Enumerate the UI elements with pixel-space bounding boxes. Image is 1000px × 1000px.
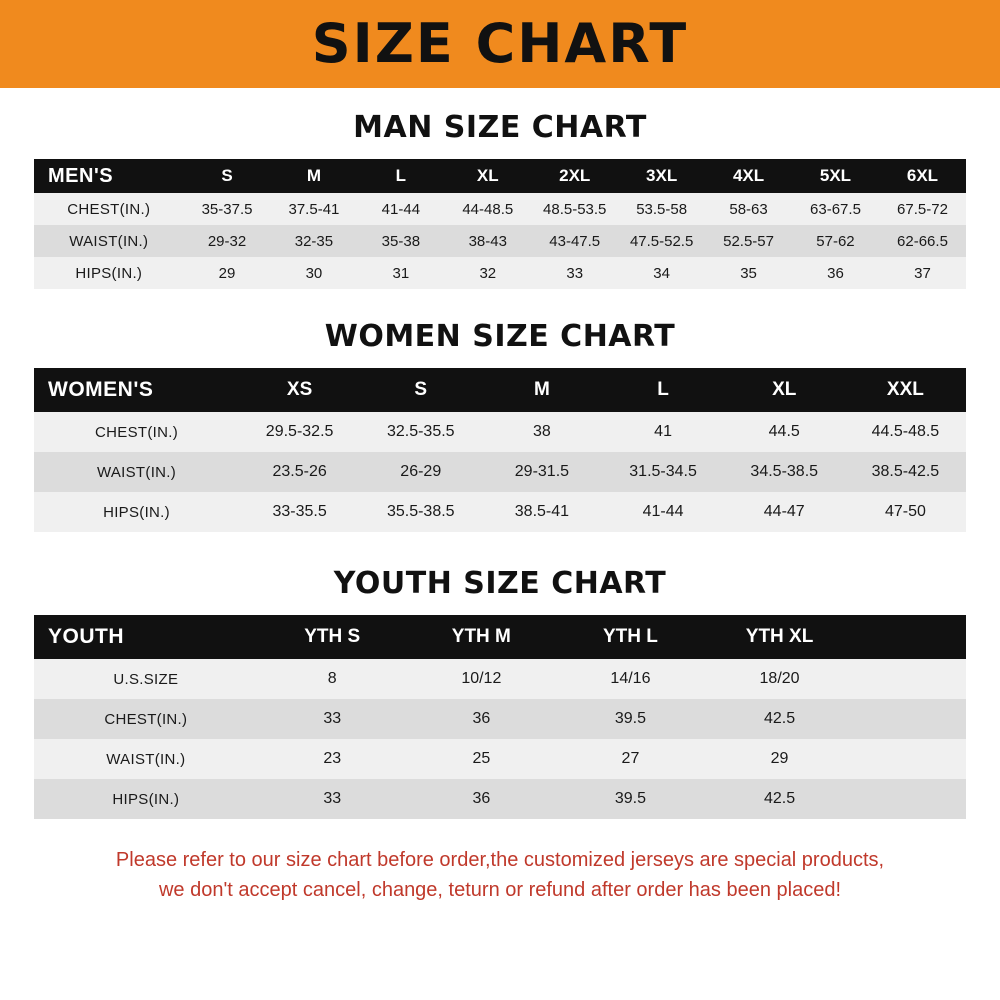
man-table-body: [34, 193, 966, 289]
man-r2c3: 32: [479, 264, 497, 282]
header-banner: [0, 0, 1000, 88]
man-r2c2: 31: [392, 264, 410, 282]
youth-r2c1: 25: [472, 750, 491, 767]
table-header-row: [34, 159, 966, 193]
man-r1c5: 47.5-52.5: [629, 232, 694, 250]
man-row-2-label: HIPS(IN.): [75, 264, 143, 282]
women-r2c2: 38.5-41: [514, 503, 570, 520]
man-r2c8: 37: [914, 264, 931, 282]
women-row-label-header: WOMEN'S: [48, 378, 154, 401]
man-r0c1: 37.5-41: [288, 200, 340, 218]
youth-row-1-label: CHEST(IN.): [104, 710, 188, 728]
women-col-1: S: [414, 379, 428, 400]
youth-r3-spacer: [854, 779, 966, 819]
section-title-man: MAN SIZE CHART: [353, 110, 647, 145]
man-col-8: 6XL: [906, 166, 939, 185]
table-row: [34, 412, 966, 452]
youth-row-3-label: HIPS(IN.): [112, 790, 180, 808]
women-row-0-label: CHEST(IN.): [95, 423, 179, 441]
women-col-4: XL: [772, 379, 797, 400]
women-r2c0: 33-35.5: [272, 503, 327, 520]
women-r1c3: 31.5-34.5: [629, 463, 697, 480]
women-r0c4: 44.5: [768, 423, 800, 440]
section-title-youth: YOUTH SIZE CHART: [333, 566, 667, 601]
man-r1c2: 35-38: [381, 232, 421, 250]
youth-r2-spacer: [854, 739, 966, 779]
man-col-4: 2XL: [559, 166, 591, 185]
man-r0c4: 48.5-53.5: [543, 200, 607, 218]
women-r1c4: 34.5-38.5: [750, 463, 819, 480]
women-col-0: XS: [286, 379, 313, 400]
youth-size-table: [34, 615, 966, 819]
youth-col-2: YTH L: [603, 626, 658, 647]
man-col-7: 5XL: [819, 166, 852, 185]
youth-r3c2: 39.5: [614, 790, 647, 807]
section-women: [0, 289, 1000, 532]
man-r1c3: 38-43: [468, 232, 507, 250]
man-row-label-header: MEN'S: [48, 164, 114, 187]
section-title-women: WOMEN SIZE CHART: [324, 319, 676, 354]
man-col-3: XL: [476, 166, 499, 185]
youth-r1c2: 39.5: [614, 710, 647, 727]
youth-r3c1: 36: [472, 790, 491, 807]
youth-r2c2: 27: [621, 750, 640, 767]
youth-col-3: YTH XL: [745, 626, 814, 647]
man-r2c7: 36: [827, 264, 844, 282]
section-youth: [0, 532, 1000, 819]
women-row-2-label: HIPS(IN.): [103, 503, 170, 521]
section-man: [0, 88, 1000, 289]
youth-r1c1: 36: [472, 710, 491, 727]
youth-r3c0: 33: [323, 790, 342, 807]
women-table-header: [34, 368, 966, 412]
youth-r3c3: 42.5: [763, 790, 796, 807]
man-r2c6: 35: [740, 264, 757, 282]
man-r0c0: 35-37.5: [201, 200, 253, 218]
man-r1c0: 29-32: [207, 232, 247, 250]
women-r0c0: 29.5-32.5: [265, 423, 334, 440]
women-r1c0: 23.5-26: [272, 463, 327, 480]
youth-r0-spacer: [854, 659, 966, 699]
women-col-3: L: [657, 379, 669, 400]
man-r2c1: 30: [305, 264, 323, 282]
women-row-1-label: WAIST(IN.): [96, 463, 177, 481]
youth-row-label-header: YOUTH: [48, 625, 124, 648]
man-col-5: 3XL: [646, 166, 678, 185]
youth-col-1: YTH M: [451, 626, 511, 647]
youth-r0c3: 18/20: [759, 670, 800, 687]
man-r0c6: 58-63: [729, 200, 768, 218]
table-header-row: [34, 368, 966, 412]
table-row: [34, 492, 966, 532]
table-row: [34, 452, 966, 492]
women-r1c1: 26-29: [400, 463, 442, 480]
youth-r2c3: 29: [770, 750, 789, 767]
man-col-2: L: [395, 166, 407, 185]
women-col-5: XXL: [886, 379, 924, 400]
youth-r0c0: 8: [327, 670, 337, 687]
man-r2c0: 29: [218, 264, 236, 282]
man-col-1: M: [306, 166, 322, 185]
youth-col-spacer: [854, 615, 966, 659]
women-r2c4: 44-47: [763, 503, 805, 520]
table-row: [34, 739, 966, 779]
youth-row-2-label: WAIST(IN.): [106, 750, 186, 768]
table-row: [34, 779, 966, 819]
women-r2c3: 41-44: [642, 503, 684, 520]
man-r0c8: 67.5-72: [897, 200, 948, 218]
women-r0c5: 44.5-48.5: [871, 423, 940, 440]
man-row-1-label: WAIST(IN.): [69, 232, 149, 250]
youth-table-body: [34, 659, 966, 819]
man-size-table: [34, 159, 966, 289]
man-r0c5: 53.5-58: [636, 200, 688, 218]
women-r2c1: 35.5-38.5: [386, 503, 455, 520]
table-row: [34, 225, 966, 257]
man-r2c5: 34: [653, 264, 670, 282]
footer-note-line-1: Please refer to our size chart before order,the customized jerseys are special products,: [115, 849, 885, 871]
women-r1c2: 29-31.5: [514, 463, 570, 480]
man-row-0-label: CHEST(IN.): [67, 200, 151, 218]
youth-table-header: [34, 615, 966, 659]
women-col-2: M: [534, 379, 550, 400]
page-title: SIZE CHART: [311, 12, 689, 75]
women-table-body: [34, 412, 966, 532]
table-row: [34, 257, 966, 289]
man-r1c7: 57-62: [816, 232, 855, 250]
man-r0c3: 44-48.5: [462, 200, 514, 218]
youth-col-0: YTH S: [304, 626, 361, 647]
man-r1c1: 32-35: [294, 232, 334, 250]
man-r0c2: 41-44: [381, 200, 421, 218]
man-col-0: S: [221, 166, 233, 185]
footer-note: [0, 845, 1000, 905]
women-r1c5: 38.5-42.5: [871, 463, 940, 480]
youth-row-0-label: U.S.SIZE: [113, 670, 179, 688]
youth-r1-spacer: [854, 699, 966, 739]
youth-r1c3: 42.5: [763, 710, 796, 727]
youth-r0c2: 14/16: [610, 670, 651, 687]
table-row: [34, 659, 966, 699]
man-r2c4: 33: [566, 264, 584, 282]
youth-r2c0: 23: [323, 750, 342, 767]
man-col-6: 4XL: [732, 166, 765, 185]
youth-r0c1: 10/12: [461, 670, 502, 687]
women-r0c1: 32.5-35.5: [386, 423, 455, 440]
women-r0c3: 41: [654, 423, 672, 440]
man-r1c8: 62-66.5: [897, 232, 948, 250]
women-size-table: [34, 368, 966, 532]
women-r0c2: 38: [533, 423, 551, 440]
table-header-row: [34, 615, 966, 659]
youth-r1c0: 33: [323, 710, 342, 727]
man-r1c6: 52.5-57: [723, 232, 774, 250]
man-table-header: [34, 159, 966, 193]
table-row: [34, 699, 966, 739]
man-r0c7: 63-67.5: [810, 200, 861, 218]
man-r1c4: 43-47.5: [549, 232, 601, 250]
women-r2c5: 47-50: [884, 503, 926, 520]
table-row: [34, 193, 966, 225]
footer-note-line-2: we don't accept cancel, change, teturn or refund after order has been placed!: [158, 879, 842, 901]
